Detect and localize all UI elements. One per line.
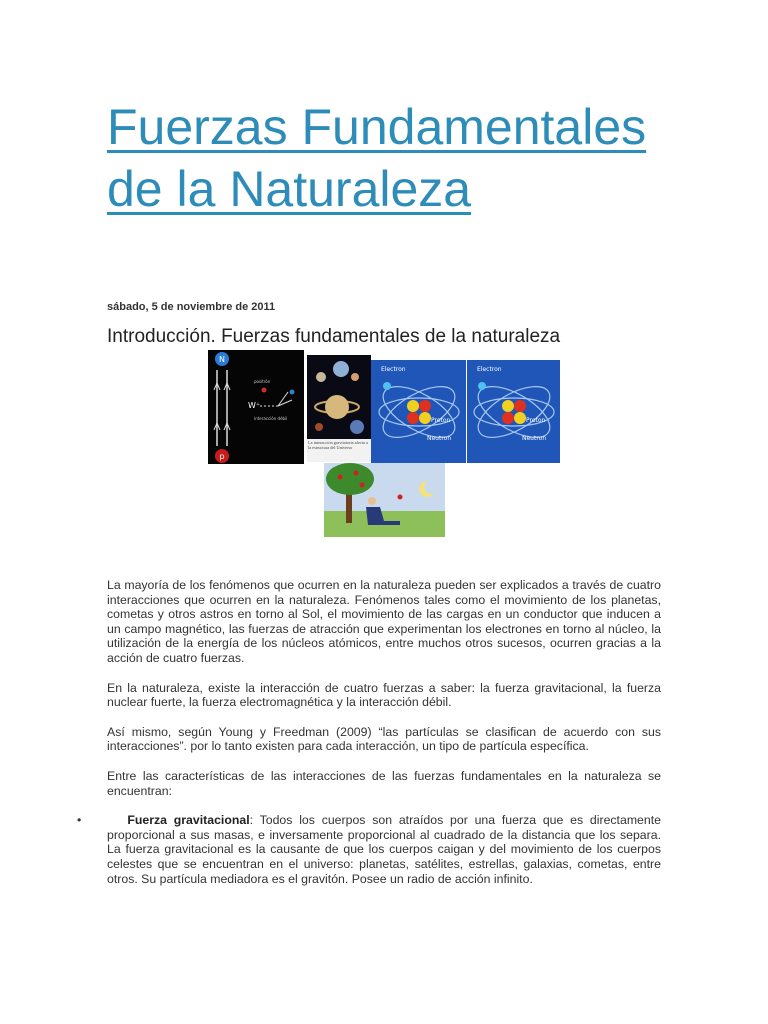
paragraph: La mayoría de los fenómenos que ocurren en la naturaleza pueden ser explicados a través de cuatro interacciones que ocurren en la naturaleza. Fenómenos tales como el movimiento de los planetas, cometas y otros astros en torno al Sol, el movimiento de las cargas en un conductor que inducen a un campo magnético, las fuerzas de atracción que experimentan los electrones en torno al núcleo, la utilización de la energía de los núcleos atómicos, entre muchos otros sucesos, ocurren gracias a la acción de cuatro fuerzas. (107, 578, 661, 665)
proton-label: Proton (526, 417, 546, 424)
bullet-marker: • (77, 813, 82, 828)
neutron-label: Neutron (522, 435, 547, 442)
weak-interaction-image (208, 350, 304, 464)
solar-system-caption: La interacción gravitatoria afecta a la estructura del Universo (308, 440, 368, 450)
post-date: sábado, 5 de noviembre de 2011 (107, 301, 276, 313)
bottom-particle-letter: p (219, 452, 225, 461)
bullet-text: : Todos los cuerpos son atraídos por una fuerza que es directamente proporcional a sus masas, e inversamente proporcional al cuadrado de la distancia que los separa. La fuerza gravitacional es la causante de que los cuerpos caigan y del movimiento de los cuerpos celestes que se encuentran en el universo: planetas, satélites, estrellas, galaxias, cometas, entre otros. Su partícula mediadora es el gravitón. Posee un radio de acción infinito. (107, 813, 661, 886)
atom-image-1 (371, 360, 466, 463)
w-boson-label: W⁺ (248, 401, 261, 410)
top-particle-letter: N (219, 355, 225, 364)
newton-apple-image (324, 463, 445, 537)
bullet-term: Fuerza gravitacional (127, 813, 250, 828)
page-title (107, 96, 667, 220)
weak-interaction-label: interacción débil (254, 416, 288, 421)
positron-label: positrón (254, 379, 271, 384)
paragraph: Así mismo, según Young y Freedman (2009) “las partículas se clasifican de acuerdo con sus interacciones”. por lo tanto existen para cada interacción, un tipo de partícula específica. (107, 724, 661, 754)
proton-label: Proton (431, 417, 451, 424)
list-item (77, 813, 661, 886)
neutron-label: Neutron (427, 435, 452, 442)
title-link[interactable]: Fuerzas Fundamentales de la Naturaleza (107, 99, 647, 217)
paragraph: En la naturaleza, existe la interacción de cuatro fuerzas a saber: la fuerza gravitacional, la fuerza nuclear fuerte, la fuerza electromagnética y la interacción débil. (107, 680, 661, 710)
atom-image-2 (467, 360, 560, 463)
electron-label: Electron (477, 366, 502, 373)
post-body (77, 578, 661, 901)
solar-system-image (307, 355, 371, 462)
electron-label: Electron (381, 366, 406, 373)
paragraph: Entre las características de las interacciones de las fuerzas fundamentales en la naturaleza se encuentran: (107, 768, 661, 798)
post-heading: Introducción. Fuerzas fundamentales de la naturaleza (107, 326, 561, 347)
